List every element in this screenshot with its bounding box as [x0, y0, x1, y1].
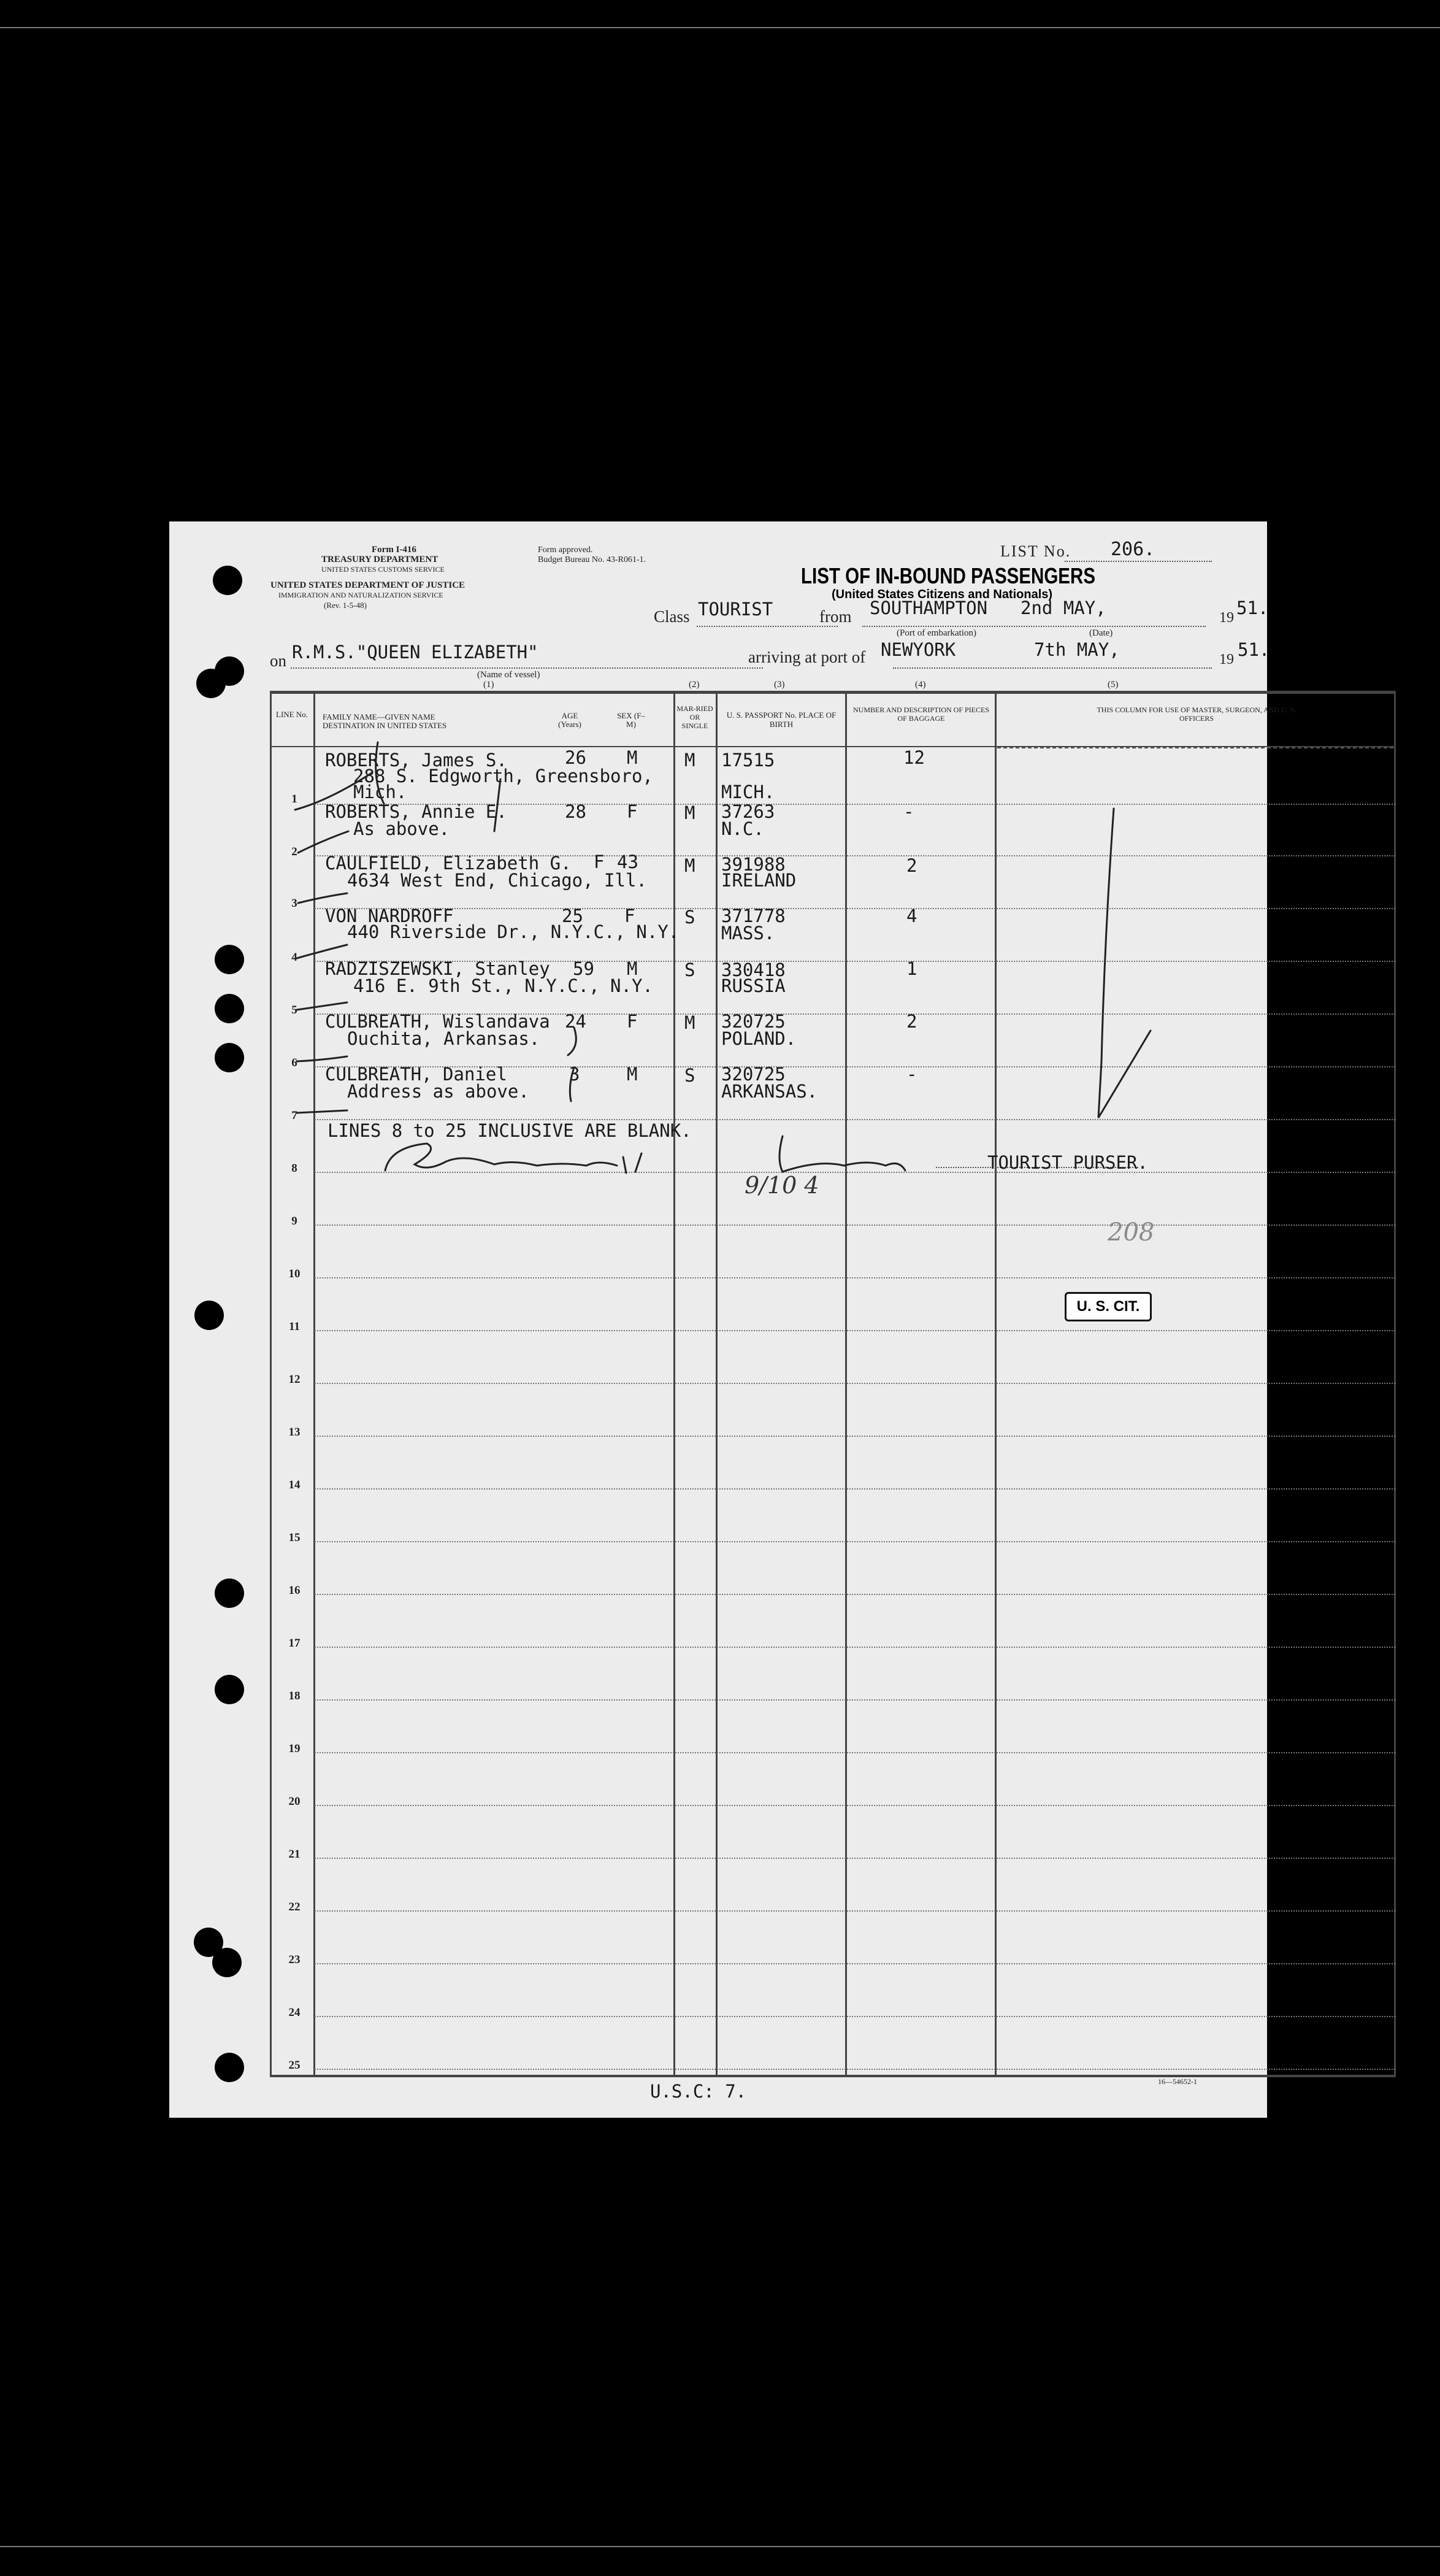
column-number-2: (2)	[689, 680, 700, 690]
passport-number: 17515	[721, 750, 775, 771]
col-married: MAR-RIED OR SINGLE	[676, 704, 713, 730]
place-of-birth: MASS.	[721, 923, 775, 944]
arrival-date: 7th MAY,	[1034, 639, 1120, 660]
vessel-name: R.M.S."QUEEN ELIZABETH"	[292, 642, 538, 663]
date-caption: (Date)	[1089, 628, 1113, 638]
passport-number: 320725	[721, 1011, 786, 1032]
line-number: 21	[288, 1848, 301, 1861]
passenger-sex: M	[627, 1064, 638, 1085]
col-line-no: LINE No.	[276, 710, 308, 719]
treasury-department: TREASURY DEPARTMENT	[321, 555, 439, 564]
passenger-age: 43	[617, 852, 638, 872]
line-number: 15	[288, 1531, 301, 1544]
place-of-birth: POLAND.	[721, 1028, 797, 1049]
line-number: 25	[288, 2059, 301, 2072]
line-number: 12	[288, 1373, 301, 1386]
purser-title: TOURIST PURSER.	[987, 1152, 1148, 1173]
line-number: 17	[288, 1637, 301, 1650]
col-family-name: FAMILY NAME—GIVEN NAME	[323, 712, 435, 721]
marital-status: M	[684, 855, 695, 876]
list-number-label: LIST No.	[1000, 542, 1071, 560]
departure-date: 2nd MAY,	[1021, 598, 1106, 618]
passenger-age: 25	[562, 905, 583, 926]
line-number: 1	[291, 793, 297, 805]
passenger-address-2: Mich.	[353, 782, 407, 802]
line-number: 22	[288, 1901, 301, 1913]
arrival-port: NEWYORK	[881, 639, 956, 660]
passenger-age: 28	[565, 801, 586, 822]
on-label: on	[270, 652, 286, 670]
bottom-scan-border	[0, 2546, 1440, 2547]
line-number: 23	[288, 1953, 301, 1966]
list-number: 206.	[1111, 539, 1155, 560]
col-age: AGE (Years)	[558, 711, 581, 729]
passenger-age: 26	[565, 747, 586, 768]
line-number: 10	[288, 1267, 301, 1280]
marital-status: S	[684, 959, 695, 980]
line-number: 20	[288, 1795, 301, 1808]
table-right-rule	[1394, 691, 1396, 2077]
passport-number: 371778	[721, 905, 786, 926]
baggage-count: 1	[906, 958, 917, 979]
passenger-name: ROBERTS, Annie E.	[325, 801, 507, 822]
passenger-sex: F	[627, 1011, 638, 1032]
us-citizen-stamp: U. S. CIT.	[1065, 1292, 1152, 1321]
line-number: 8	[291, 1162, 297, 1175]
col-officers: THIS COLUMN FOR USE OF MASTER, SURGEON, AND U. S. OFFICERS	[1097, 706, 1296, 723]
place-of-birth: N.C.	[721, 818, 764, 839]
passenger-address: Ouchita, Arkansas.	[347, 1028, 540, 1049]
line-number: 3	[291, 897, 297, 910]
column-number-3: (3)	[774, 680, 785, 690]
vessel-caption: (Name of vessel)	[477, 670, 540, 680]
baggage-count: -	[906, 1064, 917, 1085]
passenger-address: Address as above.	[347, 1081, 529, 1102]
passenger-address: 440 Riverside Dr., N.Y.C., N.Y.	[347, 921, 680, 942]
handwritten-number: 208	[1108, 1218, 1155, 1247]
col-baggage: NUMBER AND DESCRIPTION OF PIECES OF BAGGAGE	[852, 706, 990, 723]
form-subtitle: (United States Citizens and Nationals)	[832, 588, 1053, 601]
passport-number: 330418	[721, 959, 786, 980]
column-number-4: (4)	[915, 680, 926, 690]
marital-status: S	[684, 1065, 695, 1086]
line-number: 24	[288, 2006, 301, 2019]
baggage-count: 2	[906, 855, 917, 876]
line-number: 4	[291, 951, 297, 964]
department-of-justice: UNITED STATES DEPARTMENT OF JUSTICE	[270, 580, 465, 590]
passenger-name: CULBREATH, Wislandava	[325, 1011, 550, 1032]
passenger-address: As above.	[353, 818, 450, 839]
passenger-sex: M	[627, 747, 638, 768]
ins-service: IMMIGRATION AND NATURALIZATION SERVICE	[278, 591, 443, 599]
class-label: Class	[654, 607, 690, 626]
form-revision: (Rev. 1-5-48)	[324, 601, 367, 610]
line-number: 2	[291, 845, 297, 858]
passenger-age: 59	[573, 958, 594, 979]
passenger-address: 416 E. 9th St., N.Y.C., N.Y.	[353, 975, 653, 996]
passenger-sex: M	[627, 958, 638, 979]
passenger-name: RADZISZEWSKI, Stanley	[325, 958, 550, 979]
passenger-name: CAULFIELD, Elizabeth G.	[325, 853, 572, 874]
line-number: 6	[291, 1056, 297, 1069]
marital-status: M	[684, 802, 695, 823]
customs-service: UNITED STATES CUSTOMS SERVICE	[321, 565, 445, 574]
budget-bureau-number: Budget Bureau No. 43-R061-1.	[538, 555, 646, 564]
line-number: 7	[291, 1109, 297, 1122]
blank-lines-note: LINES 8 to 25 INCLUSIVE ARE BLANK.	[327, 1120, 692, 1141]
passport-number: 37263	[721, 801, 775, 822]
arrival-year: 51.	[1238, 639, 1270, 660]
embarkation-port: SOUTHAMPTON	[870, 598, 988, 618]
passenger-address: 288 S. Edgworth, Greensboro,	[353, 766, 653, 786]
line-number: 14	[288, 1478, 301, 1491]
line-number: 16	[288, 1584, 301, 1597]
column-number-5: (5)	[1108, 680, 1119, 690]
passenger-sex: F	[594, 852, 605, 872]
year-prefix: 19	[1219, 610, 1234, 626]
class-value: TOURIST	[698, 599, 773, 620]
top-scan-border	[0, 27, 1440, 28]
line-number: 5	[291, 1004, 297, 1017]
baggage-count: 4	[906, 905, 917, 926]
marital-status: M	[684, 1012, 695, 1033]
col-sex: SEX (F–M)	[617, 711, 645, 729]
print-code: 16—54652-1	[1158, 2077, 1197, 2086]
passenger-age: 3	[569, 1064, 580, 1085]
passenger-name: ROBERTS, James S.	[325, 750, 507, 771]
passenger-address: 4634 West End, Chicago, Ill.	[347, 870, 647, 891]
passport-number: 320725	[721, 1064, 786, 1085]
passenger-name: VON NARDROFF	[325, 905, 454, 926]
line-number: 9	[291, 1215, 297, 1228]
place-of-birth: ARKANSAS.	[721, 1081, 818, 1102]
departure-year: 51.	[1236, 598, 1269, 618]
line-number: 11	[289, 1320, 300, 1333]
line-number: 13	[288, 1426, 301, 1439]
form-number: Form I-416	[372, 545, 416, 555]
passport-number: 391988	[721, 854, 786, 875]
handwritten-marks	[169, 521, 1267, 2118]
line-number: 18	[288, 1690, 301, 1702]
marital-status: S	[684, 907, 695, 928]
passenger-sex: F	[627, 801, 638, 822]
col-destination: DESTINATION IN UNITED STATES	[323, 721, 447, 730]
place-of-birth: RUSSIA	[721, 975, 786, 996]
year-prefix-2: 19	[1219, 652, 1234, 667]
line-number: 19	[288, 1742, 301, 1755]
passenger-list-form	[169, 521, 1296, 2118]
handwritten-note: 9/10 4	[745, 1172, 819, 1199]
place-of-birth: MICH.	[721, 782, 775, 802]
baggage-count: -	[903, 801, 914, 822]
footer-usc: U.S.C: 7.	[650, 2081, 747, 2102]
baggage-count: 12	[903, 747, 925, 768]
arriving-label: arriving at port of	[748, 648, 866, 666]
form-title: LIST OF IN-BOUND PASSENGERS	[801, 563, 1096, 588]
from-label: from	[819, 607, 852, 626]
form-approved: Form approved.	[538, 545, 593, 555]
marital-status: M	[684, 750, 695, 771]
baggage-count: 2	[906, 1011, 917, 1032]
passenger-sex: F	[624, 905, 635, 926]
passenger-name: CULBREATH, Daniel	[325, 1064, 507, 1085]
col-passport: U. S. PASSPORT No. PLACE OF BIRTH	[726, 710, 837, 729]
place-of-birth: IRELAND	[721, 870, 797, 891]
passenger-age: 24	[565, 1011, 586, 1032]
embarkation-caption: (Port of embarkation)	[897, 628, 976, 638]
column-number-1: (1)	[483, 680, 494, 690]
